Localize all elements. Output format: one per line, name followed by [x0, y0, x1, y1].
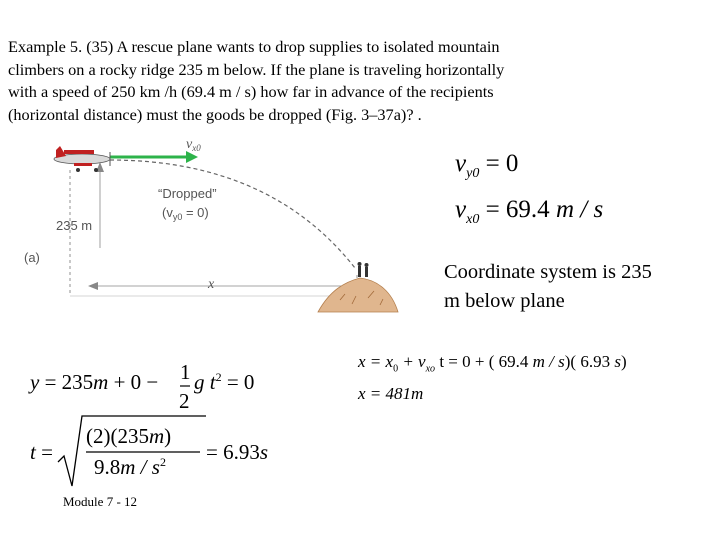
module-footer: Module 7 - 12	[63, 494, 138, 509]
problem-line-2: climbers on a rocky ridge 235 m below. If the plane is traveling horizontally	[8, 59, 505, 79]
problem-line-1: Example 5. (35) A rescue plane wants to drop supplies to isolated mountain	[8, 37, 500, 56]
dropped-label: “Dropped”	[158, 186, 217, 201]
vx0-equation: $v_{x0} = 69.4$ m / s	[455, 196, 604, 227]
panel-label: (a)	[24, 250, 40, 265]
t-fraction-denominator: $9.8m / s^2$	[94, 455, 166, 479]
dropped-condition-label: $(v_{y0} = 0)$	[162, 205, 209, 222]
velocity-label: $v_{x0}$	[186, 137, 201, 153]
trajectory-path	[110, 160, 355, 268]
y-fraction-numerator: 1	[180, 360, 191, 384]
height-label: 235 m	[56, 218, 93, 233]
x-equation-1: $x = x_0 + v_{xo}$ t = 0 + ( 69.4 m / s)( 6.93 s)	[358, 352, 627, 375]
y-fraction-denominator: 2	[179, 389, 190, 413]
x-equation-2: x = 481m	[358, 384, 424, 403]
problem-line-4: (horizontal distance) must the goods be dropped (Fig. 3–37a)? .	[8, 104, 422, 124]
vy0-equation: $v_{y0} = 0$	[455, 150, 519, 181]
coordinate-note-line-2: m below plane	[444, 290, 565, 312]
coordinate-note	[444, 258, 652, 316]
climbers-icon	[358, 262, 369, 277]
mountain-ridge-icon	[318, 278, 398, 312]
distance-label: x	[208, 277, 215, 292]
y-equation: y = 235m + 0 −	[30, 370, 159, 394]
y-equation-tail: g $t^2 = 0$	[194, 370, 255, 394]
t-result: = 6.93s	[206, 440, 269, 464]
distance-arrow-left	[88, 282, 98, 290]
problem-line-3: with a speed of 250 km /h (69.4 m / s) how far in advance of the recipients	[8, 82, 494, 101]
coordinate-note-line-1: Coordinate system is 235	[444, 261, 652, 283]
t-equation-lhs: t =	[30, 440, 53, 464]
t-fraction-numerator: (2)(235m)	[86, 424, 172, 448]
